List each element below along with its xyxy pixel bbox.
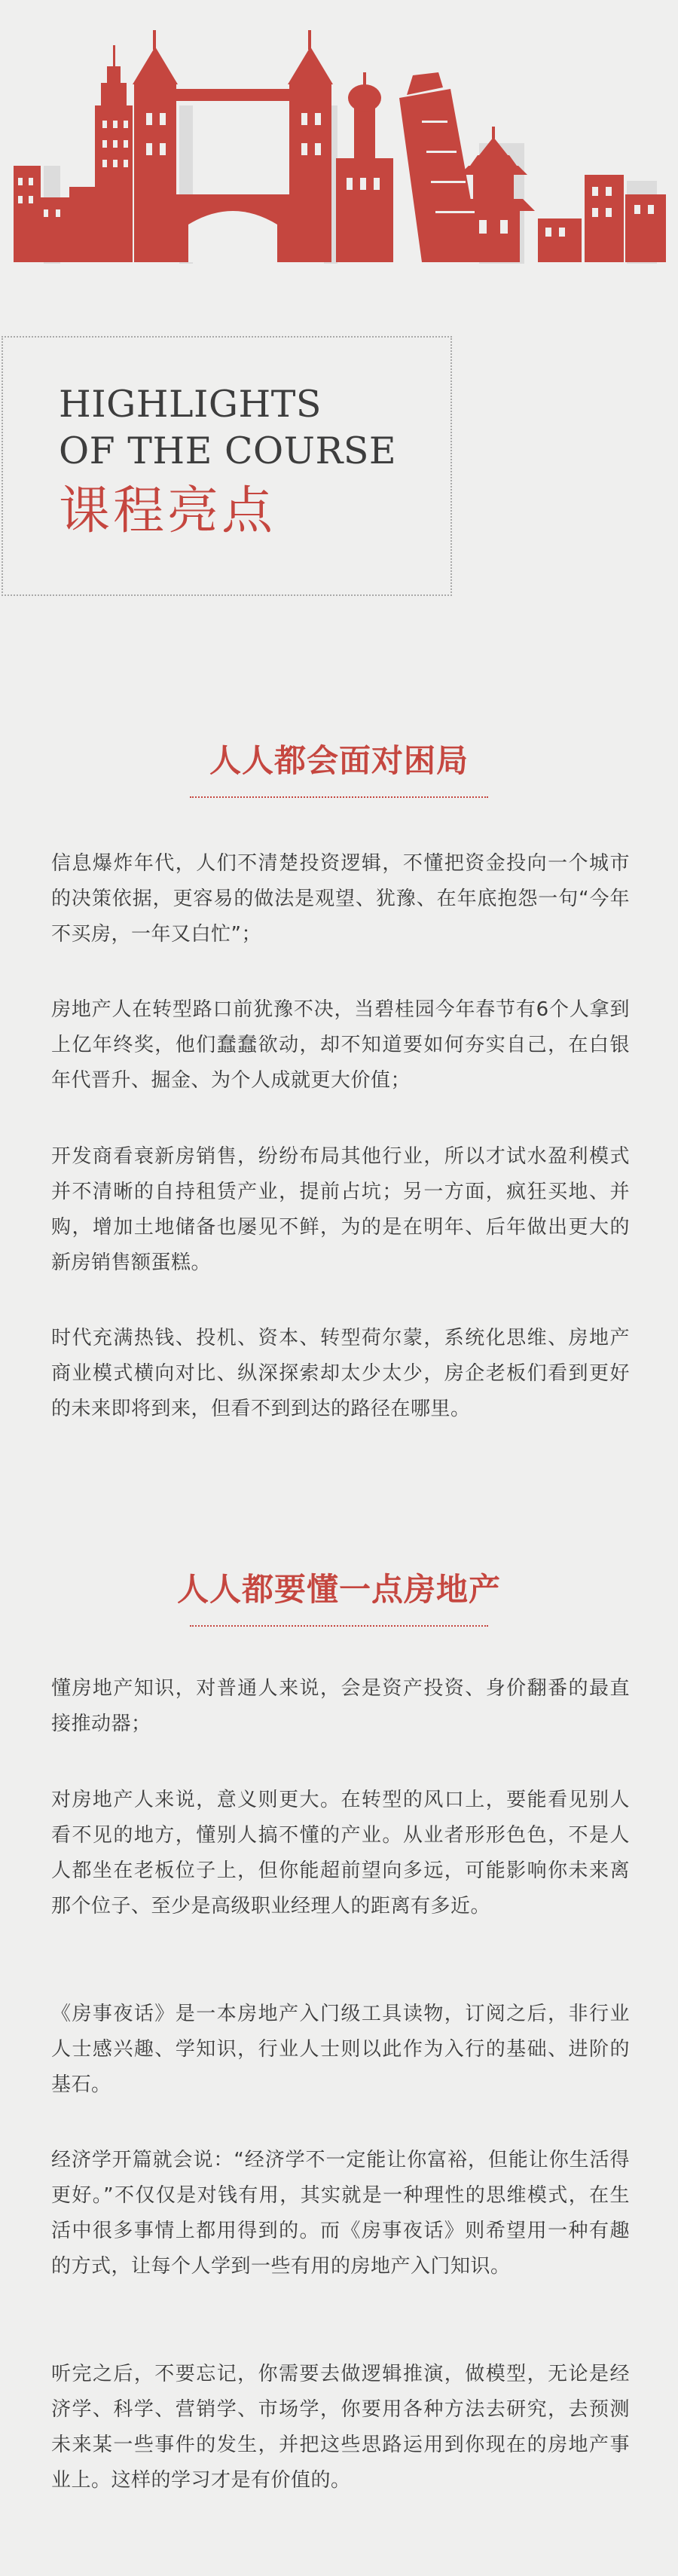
paragraph: 时代充满热钱、投机、资本、转型荷尔蒙，系统化思维、房地产商业模式横向对比、纵深探索却太少太少，房企老板们看到更好的未来即将到来，但看不到到达的路径在哪里。 — [51, 1327, 630, 1420]
paragraph: 经济学开篇就会说：“经济学不一定能让你富裕，但能让你生活得更好。”不仅仅是对钱有用，其实就是一种理性的思维模式，在生活中很多事情上都用得到的。而《房事夜话》则希望用一种有趣的方式，让每个人学到一些有用的房地产入门知识。 — [51, 2149, 630, 2278]
section-title: 人人都会面对困局 — [209, 742, 469, 779]
paragraph: 《房事夜话》是一本房地产入门级工具读物，订阅之后，非行业人士感兴趣、学知识，行业人士则以此作为入行的基础、进阶的基石。 — [51, 2003, 630, 2096]
paragraph: 对房地产人来说，意义则更大。在转型的风口上，要能看见别人看不见的地方，懂别人搞不懂的产业。从业者形形色色，不是人人都坐在老板位子上，但你能超前望向多远，可能影响你未来离那个位子、至少是高级职业经理人的距离有多近。 — [51, 1789, 630, 1917]
highlights-title-cn: 课程亮点 — [59, 481, 276, 541]
church — [336, 72, 393, 262]
section-title: 人人都要懂一点房地产 — [176, 1571, 501, 1608]
title-divider — [190, 796, 488, 798]
highlights-title-en: HIGHLIGHTS OF THE COURSE — [59, 383, 397, 472]
title-divider — [190, 1625, 488, 1627]
paragraph: 听完之后，不要忘记，你需要去做逻辑推演，做模型，无论是经济学、科学、营销学、市场学，你要用各种方法去研究，去预测未来某一些事件的发生，并把这些思路运用到你现在的房地产事业上。这样的学习才是有价值的。 — [51, 2363, 630, 2492]
paragraph: 懂房地产知识，对普通人来说，会是资产投资、身价翻番的最直接推动器； — [51, 1677, 630, 1735]
course-highlights-box — [2, 336, 452, 596]
paragraph: 房地产人在转型路口前犹豫不决，当碧桂园今年春节有6个人拿到上亿年终奖，他们蠢蠢欲动，却不知道要如何夯实自己，在白银年代晋升、掘金、为个人成就更大价值； — [51, 998, 630, 1092]
paragraph: 开发商看衰新房销售，纷纷布局其他行业，所以才试水盈利模式并不清晰的自持租赁产业，提前占坑；另一方面，疯狂买地、并购，增加土地储备也屡见不鲜，为的是在明年、后年做出更大的新房销售额蛋糕。 — [51, 1145, 630, 1274]
skyscraper — [95, 45, 133, 262]
city-skyline-illustration — [0, 0, 678, 271]
paragraph: 信息爆炸年代，人们不清楚投资逻辑，不懂把资金投向一个城市的决策依据，更容易的做法是观望、犹豫、在年底抱怨一句“今年不买房，一年又白忙”； — [51, 852, 630, 946]
